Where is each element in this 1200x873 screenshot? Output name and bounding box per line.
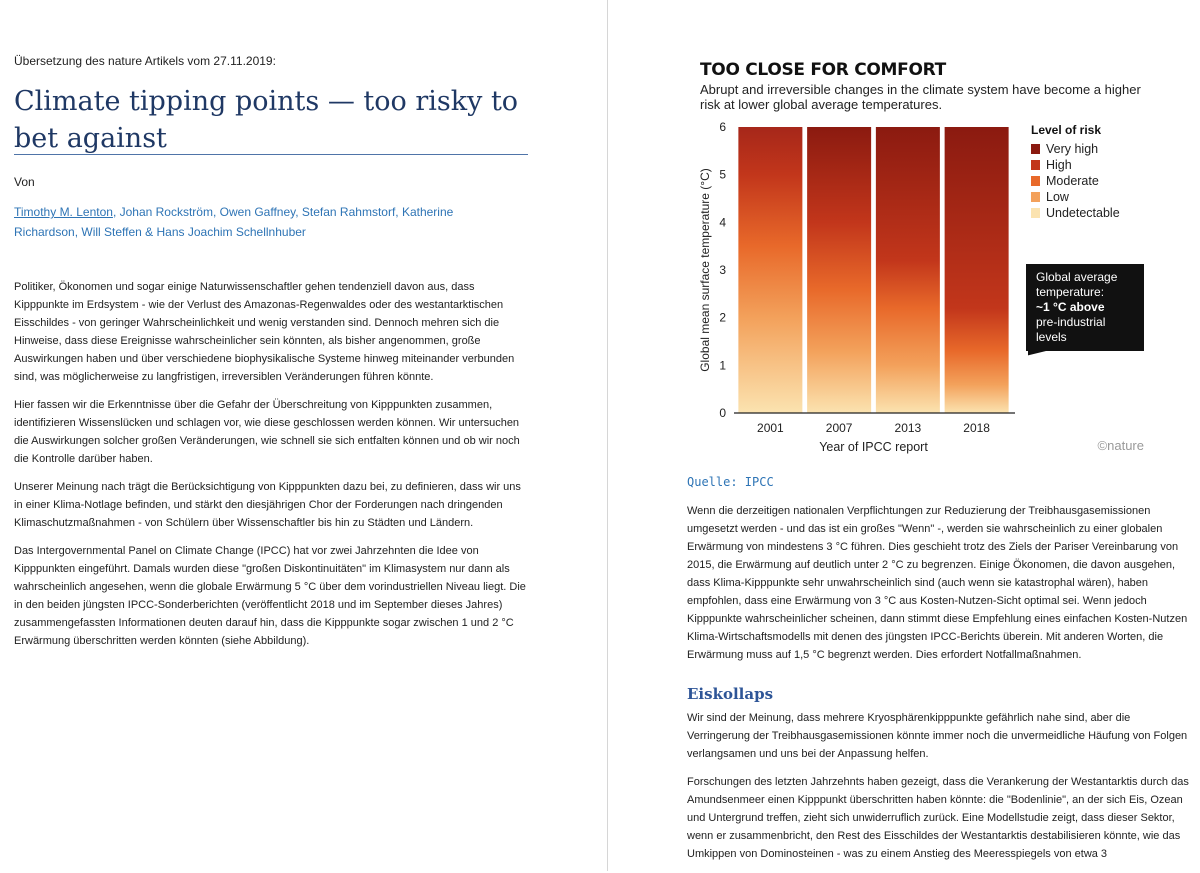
author-names: , Johan Rockström, Owen Gaffney, Stefan Rahmstorf, Katherine Richardson, Will Steffen & Hans Joachim Schellnhuber — [14, 205, 454, 239]
body-text-left — [14, 278, 529, 660]
legend-swatch — [1031, 160, 1040, 170]
y-tick-label: 1 — [719, 358, 726, 373]
annotation-line: temperature: — [1036, 285, 1105, 299]
x-tick-label: 2007 — [825, 421, 853, 435]
x-tick-label: 2018 — [963, 421, 990, 435]
y-tick-label: 3 — [719, 263, 726, 277]
byline-label: Von — [14, 175, 35, 189]
legend-label: Low — [1046, 190, 1069, 204]
legend-label: High — [1046, 158, 1072, 172]
body-text-right — [687, 502, 1189, 674]
y-axis-label: Global mean surface temperature (°C) — [698, 168, 712, 372]
paragraph: Wir sind der Meinung, dass mehrere Kryosphärenkipppunkte gefährlich nahe sind, aber die Verringerung der Treibhausgasemissionen könnte immer noch die unvermeidliche Häufung von Folgen verlangsamen und uns bei der Anpassung helfen. — [687, 712, 1188, 760]
section-heading: Eiskollaps — [687, 685, 774, 703]
bar-2018 — [945, 127, 1009, 413]
legend-swatch — [1031, 144, 1040, 154]
document-page-right — [608, 0, 1200, 871]
chart-subtitle: Abrupt and irreversible changes in the climate system have become a higher risk at lower global average temperatures. — [700, 82, 1141, 112]
paragraph: Wenn die derzeitigen nationalen Verpflichtungen zur Reduzierung der Treibhausgasemissionen umgesetzt werden - und das ist ein großes "Wenn" -, werden sie wahrscheinlich zu einer globalen Erwärmung von mindestens 3 °C führen. Dies geschieht trotz des Ziels der Pariser Vereinbarung von 2015, die Erwärmung auf deutlich unter 2 °C zu begrenzen. Einige Ökonomen, die davon ausgehen, dass Klima-Kipppunkte sehr unwahrscheinlich sind (auch wenn sie katastrophal wären), haben empfohlen, dass eine Erwärmung von 3 °C aus Kosten-Nutzen-Sicht optimal sei. Wenn jedoch Kipppunkte wahrscheinlicher scheinen, dann stimmt diese Empfehlung eines einfachen Kosten-Nutzen Klima-Wirtschaftsmodells mit denen des jüngsten IPCC-Berichts überein. Mit anderen Worten, die Erwärmung muss auf 1,5 °C begrenzt werden. Dies erfordert Notfallmaßnahmen. — [687, 505, 1188, 661]
legend-swatch — [1031, 192, 1040, 202]
bar-2007 — [807, 127, 871, 413]
legend-label: Undetectable — [1046, 206, 1120, 220]
chart-title: TOO CLOSE FOR COMFORT — [700, 60, 946, 80]
paragraph: Unserer Meinung nach trägt die Berücksichtigung von Kipppunkten dazu bei, zu definieren, dass wir uns in einer Klima-Notlage befinden, und stärkt den diesjährigen Chor der Forderungen nach dringenden Klimaschutzmaßnahmen - von Schülern über Wissenschaftler bis hin zu Städten und Ländern. — [14, 481, 521, 529]
y-tick-label: 2 — [719, 310, 726, 325]
bar-2013 — [876, 127, 940, 413]
y-tick-label: 6 — [719, 120, 726, 134]
legend-swatch — [1031, 208, 1040, 218]
annotation-line: pre-industrial — [1036, 315, 1106, 329]
article-title: Climate tipping points — too risky to bet against — [14, 86, 519, 154]
annotation-line: Global average — [1036, 270, 1118, 284]
x-tick-label: 2001 — [757, 421, 784, 435]
bar-2001 — [738, 127, 802, 413]
y-tick-label: 5 — [719, 167, 726, 182]
annotation-line: ~1 °C above — [1036, 300, 1105, 314]
author-list — [14, 202, 514, 242]
legend-label: Moderate — [1046, 174, 1099, 188]
x-tick-label: 2013 — [894, 421, 922, 435]
legend-label: Very high — [1046, 142, 1099, 156]
y-tick-label: 0 — [719, 406, 726, 420]
paragraph: Hier fassen wir die Erkenntnisse über die Gefahr der Überschreitung von Kipppunkten zusammen, identifizieren Wissenslücken und schlagen vor, wie diese geschlossen werden können. Wir untersuchen die Auswirkungen solcher großen Veränderungen, wie schnell sie sich entfalten können und ob wir noch die Kontrolle darüber haben. — [14, 399, 520, 465]
section-body — [687, 709, 1189, 873]
x-axis-label: Year of IPCC report — [819, 440, 928, 454]
annotation-line: levels — [1036, 330, 1067, 344]
paragraph: Forschungen des letzten Jahrzehnts haben gezeigt, dass die Verankerung der Westantarktis durch das Amundsenmeer einen Kipppunkt überschritten haben könnte: die "Bodenlinie", an der sich Eis, Ozean und Untergrund treffen, zieht sich unwiderruflich zurück. Eine Modellstudie zeigt, dass dieser Sektor, wenn er zusammenbricht, den Rest des Eisschildes der Westantarktis destabilisieren könnte, wie das Umkippen von Dominosteinen - was zu einem Anstieg des Meeresspiegels von etwa 3 — [687, 776, 1189, 860]
y-tick-label: 4 — [719, 215, 726, 230]
source-caption: Quelle: IPCC — [687, 475, 774, 489]
legend-swatch — [1031, 176, 1040, 186]
nature-credit: ©nature — [1097, 438, 1144, 453]
paragraph: Politiker, Ökonomen und sogar einige Naturwissenschaftler gehen tendenziell davon aus, dass Kipppunkte im Erdsystem - wie der Verlust des Amazonas-Regenwaldes oder des westantarktischen Eisschildes - von geringer Wahrscheinlichkeit und wenig verstanden sind. Dennoch mehren sich die Hinweise, dass diese Ereignisse wahrscheinlicher sein könnten, als bisher angenommen, große Auswirkungen haben und über verschiedene biophysikalische Systeme hinweg miteinander verbunden sind, was möglicherweise zu langfristigen, irreversiblen Veränderungen führen könnte. — [14, 281, 515, 383]
title-divider — [14, 154, 528, 155]
paragraph: Das Intergovernmental Panel on Climate Change (IPCC) hat vor zwei Jahrzehnten die Idee von Kipppunkten eingeführt. Damals wurden diese "großen Diskontinuitäten" im Klimasystem nur dann als wahrscheinlich angesehen, wenn die globale Erwärmung 5 °C über dem vorindustriellen Niveau liegt. Die in den beiden jüngsten IPCC-Sonderberichten (veröffentlicht 2018 und im September dieses Jahres) zusammengefassten Informationen deuten darauf hin, dass die Kipppunkte sogar zwischen 1 und 2 °C Erwärmung überschritten werden könnten (siehe Abbildung). — [14, 545, 526, 647]
risk-bar-chart — [691, 110, 1171, 460]
legend-title: Level of risk — [1031, 123, 1102, 137]
intro-line: Übersetzung des nature Artikels vom 27.11.2019: — [14, 54, 276, 68]
author-link[interactable]: Timothy M. Lenton — [14, 205, 113, 219]
